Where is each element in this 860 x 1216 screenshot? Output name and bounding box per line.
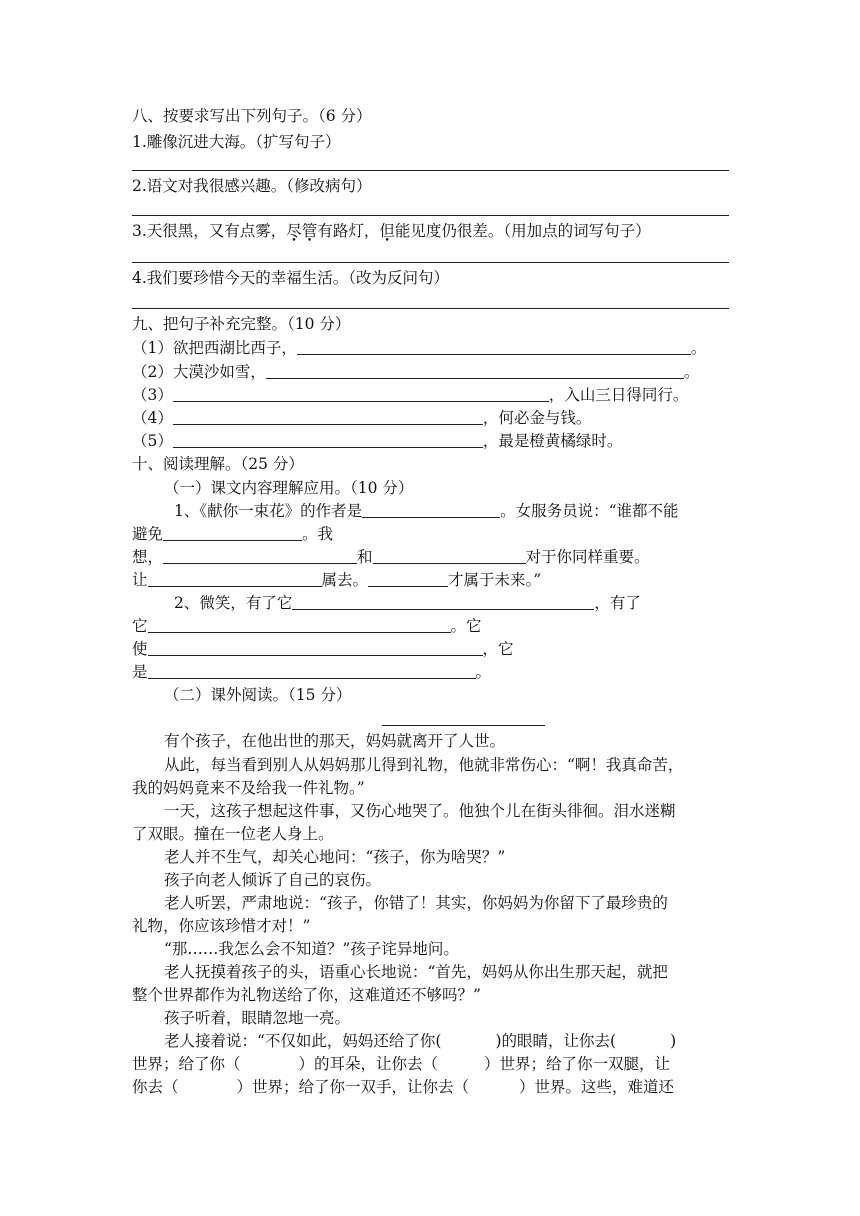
- fill-line-9-3: （3） ，入山三日得同行。: [132, 386, 689, 404]
- blank[interactable]: [148, 618, 451, 633]
- p2-line-1: 2、微笑，有了它 ，有了: [174, 594, 641, 612]
- reading-line: 有个孩子，在他出世的那天，妈妈就离开了人世。: [164, 732, 506, 750]
- answer-line-8-1[interactable]: [132, 170, 729, 171]
- reading-line-blanks: 你去（ ）世界；给了你一双手，让你去（ ）世界。这些，难道还: [132, 1078, 675, 1096]
- part-1-heading: （一）课文内容理解应用。（10 分）: [164, 479, 414, 497]
- blank[interactable]: [148, 641, 483, 656]
- blank[interactable]: [362, 503, 500, 518]
- question-8-3: 3.天很黑，又有点雾，尽管有路灯，但能见度仍很差。（用加点的词写句子）: [132, 222, 651, 240]
- answer-line-8-4[interactable]: [132, 308, 729, 309]
- blank[interactable]: [292, 595, 594, 610]
- fill-line-9-5: （5） ，最是橙黄橘绿时。: [132, 432, 623, 450]
- reading-line-blanks: 世界；给了你（ ）的耳朵，让你去（ ）世界；给了你一双腿，让: [132, 1055, 671, 1073]
- reading-line: “那……我怎么会不知道？”孩子诧异地问。: [164, 940, 459, 958]
- reading-line: 孩子向老人倾诉了自己的哀伤。: [164, 871, 382, 889]
- section-10-heading: 十、阅读理解。（25 分）: [132, 455, 304, 473]
- reading-line: 我的妈妈竟来不及给我一件礼物。”: [132, 779, 365, 797]
- reading-line-blanks: 老人接着说：“不仅如此，妈妈还给了你( )的眼睛，让你去( ): [164, 1032, 677, 1050]
- p1-line-3: 想， 和 对于你同样重要。: [132, 548, 650, 566]
- reading-line: 老人听罢，严肃地说：“孩子，你错了！其实，你妈妈为你留下了最珍贵的: [164, 894, 668, 912]
- p2-line-4: 是 。: [132, 663, 492, 681]
- p1-line-1: 1、《献你一束花》的作者是 。女服务员说：“谁都不能: [174, 502, 679, 520]
- blank[interactable]: [173, 410, 483, 425]
- part-2-heading: （二）课外阅读。（15 分）: [164, 686, 352, 704]
- blank[interactable]: [163, 549, 357, 564]
- blank[interactable]: [373, 549, 526, 564]
- dotted-char: 尽: [286, 222, 302, 240]
- title-blank-line[interactable]: [382, 725, 545, 726]
- answer-line-8-2[interactable]: [132, 215, 729, 216]
- reading-line: 从此，每当看到别人从妈妈那儿得到礼物，他就非常伤心：“啊！我真命苦，: [164, 756, 684, 774]
- fill-line-9-2: （2）大漠沙如雪， 。: [132, 363, 700, 381]
- question-8-2: 2.语文对我很感兴趣。（修改病句）: [132, 177, 372, 195]
- section-8-heading: 八、按要求写出下列句子。（6 分）: [132, 107, 372, 125]
- answer-line-8-3[interactable]: [132, 262, 729, 263]
- p1-line-2: 避免 。我: [132, 525, 334, 543]
- reading-line: 了双眼。撞在一位老人身上。: [132, 825, 334, 843]
- fill-line-9-1: （1）欲把西湖比西子， 。: [132, 339, 707, 357]
- reading-line: 老人并不生气，却关心地问：“孩子，你为啥哭？”: [164, 848, 506, 866]
- section-9-heading: 九、把句子补充完整。（10 分）: [132, 315, 351, 333]
- blank[interactable]: [173, 433, 483, 448]
- question-8-1: 1.雕像沉进大海。（扩写句子）: [132, 133, 341, 151]
- blank[interactable]: [163, 526, 302, 541]
- blank[interactable]: [148, 572, 322, 587]
- blank[interactable]: [368, 572, 448, 587]
- blank[interactable]: [266, 364, 684, 379]
- reading-line: 整个世界都作为礼物送给了你，这难道还不够吗？”: [132, 986, 481, 1004]
- reading-line: 老人抚摸着孩子的头，语重心长地说：“首先，妈妈从你出生那天起，就把: [164, 963, 668, 981]
- question-8-4: 4.我们要珍惜今天的幸福生活。（改为反问句）: [132, 269, 450, 287]
- blank[interactable]: [148, 664, 476, 679]
- reading-line: 礼物，你应该珍惜才对！”: [132, 917, 311, 935]
- dotted-char: 管: [301, 222, 318, 240]
- reading-line: 一天，这孩子想起这件事，又伤心地哭了。他独个儿在街头徘徊。泪水迷糊: [164, 802, 676, 820]
- fill-line-9-4: （4） ，何必金与钱。: [132, 409, 592, 427]
- reading-line: 孩子听着，眼睛忽地一亮。: [164, 1009, 351, 1027]
- blank[interactable]: [297, 340, 691, 355]
- p2-line-3: 使 ，它: [132, 640, 514, 658]
- blank[interactable]: [173, 387, 549, 402]
- p2-line-2: 它 。它: [132, 617, 482, 635]
- dotted-char: 但: [379, 222, 395, 240]
- p1-line-4: 让 属去。 才属于未来。”: [132, 571, 542, 589]
